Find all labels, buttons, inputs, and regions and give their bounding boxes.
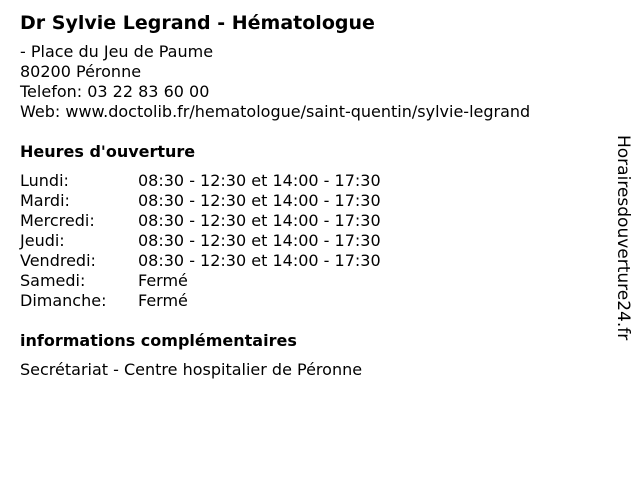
hours-value: 08:30 - 12:30 et 14:00 - 17:30 [138, 211, 381, 230]
site-watermark: Horairesdouverture24.fr [613, 135, 633, 341]
day-label: Dimanche: [20, 291, 107, 310]
additional-info-heading: informations complémentaires [20, 331, 297, 350]
hours-row-wednesday [20, 211, 605, 231]
day-label: Mercredi: [20, 211, 95, 230]
hours-value: Fermé [138, 271, 188, 290]
page-title: Dr Sylvie Legrand - Hématologue [20, 12, 375, 34]
hours-row-tuesday [20, 191, 605, 211]
hours-row-saturday [20, 271, 605, 291]
hours-row-monday [20, 171, 605, 191]
website-line: Web: www.doctolib.fr/hematologue/saint-quentin/sylvie-legrand [20, 102, 531, 121]
day-label: Lundi: [20, 171, 69, 190]
day-label: Mardi: [20, 191, 70, 210]
additional-info-text: Secrétariat - Centre hospitalier de Péronne [20, 360, 363, 379]
day-label: Jeudi: [20, 231, 65, 250]
practice-card [20, 10, 605, 380]
hours-value: 08:30 - 12:30 et 14:00 - 17:30 [138, 171, 381, 190]
hours-value: Fermé [138, 291, 188, 310]
hours-row-friday [20, 251, 605, 271]
address-block [20, 42, 605, 122]
opening-hours-list [20, 171, 605, 311]
hours-value: 08:30 - 12:30 et 14:00 - 17:30 [138, 191, 381, 210]
street-address: - Place du Jeu de Paume [20, 42, 214, 61]
city-postcode: 80200 Péronne [20, 62, 142, 81]
opening-hours-heading: Heures d'ouverture [20, 142, 196, 161]
day-label: Vendredi: [20, 251, 96, 270]
day-label: Samedi: [20, 271, 86, 290]
phone-number: Telefon: 03 22 83 60 00 [20, 82, 210, 101]
hours-value: 08:30 - 12:30 et 14:00 - 17:30 [138, 251, 381, 270]
hours-row-thursday [20, 231, 605, 251]
hours-row-sunday [20, 291, 605, 311]
hours-value: 08:30 - 12:30 et 14:00 - 17:30 [138, 231, 381, 250]
